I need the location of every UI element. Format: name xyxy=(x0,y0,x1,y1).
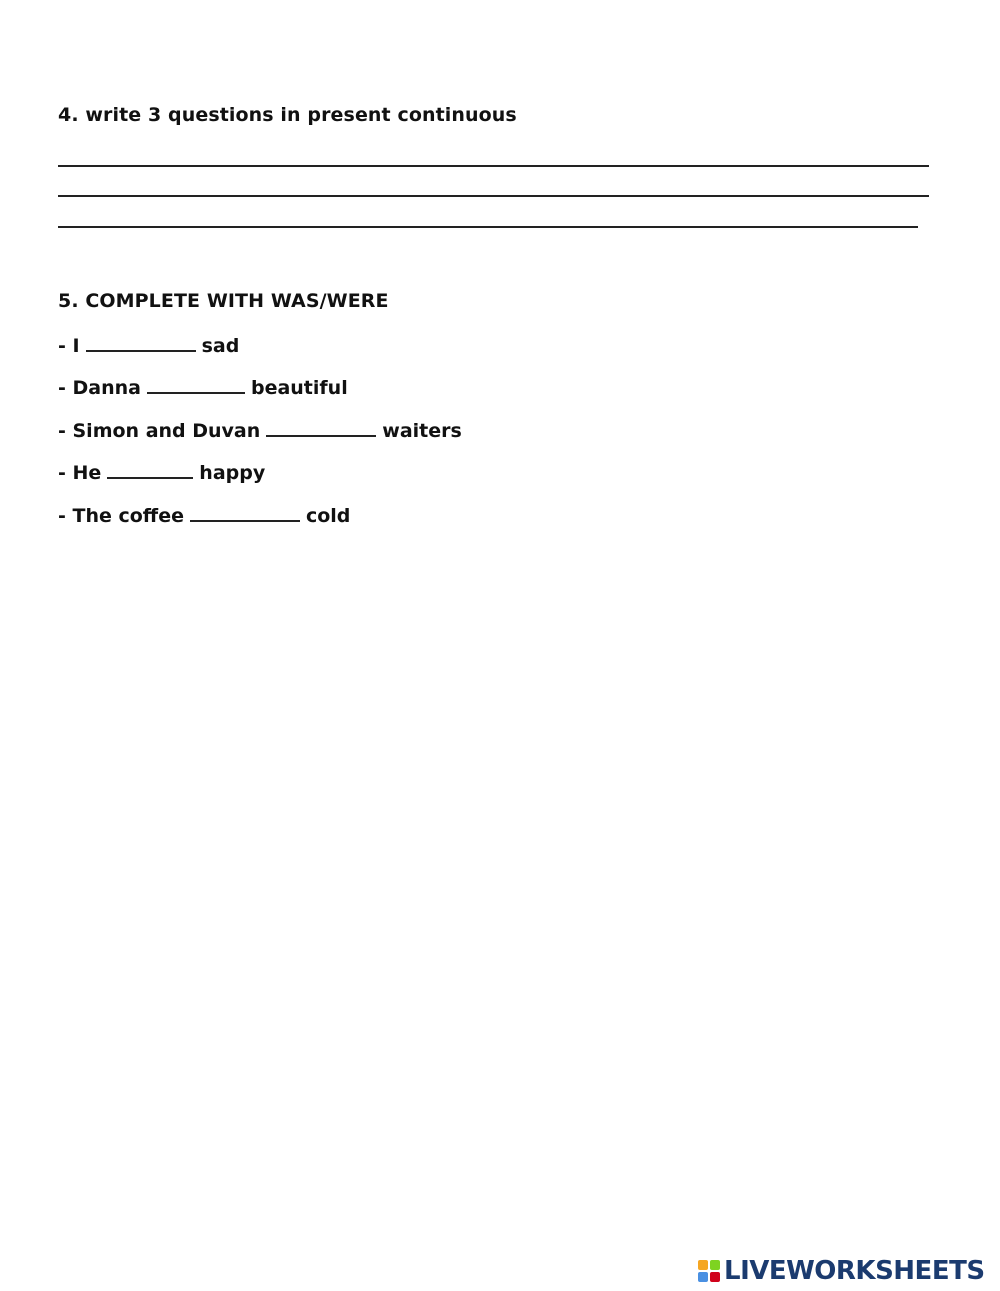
fill-in-item xyxy=(58,418,462,442)
answer-line-1[interactable] xyxy=(58,165,929,167)
fill-in-item xyxy=(58,460,265,484)
logo-square-icon xyxy=(710,1272,720,1282)
answer-blank[interactable] xyxy=(266,418,376,437)
item-prefix: - He xyxy=(58,462,102,484)
item-suffix: waiters xyxy=(382,420,462,442)
item-prefix: - I xyxy=(58,335,80,357)
liveworksheets-logo xyxy=(698,1255,985,1287)
item-prefix: - Danna xyxy=(58,377,141,399)
answer-blank[interactable] xyxy=(86,333,196,352)
logo-square-icon xyxy=(710,1260,720,1270)
answer-blank[interactable] xyxy=(107,460,193,479)
logo-square-icon xyxy=(698,1272,708,1282)
answer-blank[interactable] xyxy=(190,503,300,522)
item-prefix: - The coffee xyxy=(58,505,184,527)
answer-line-2[interactable] xyxy=(58,195,929,197)
item-suffix: sad xyxy=(201,335,240,357)
item-suffix: happy xyxy=(199,462,266,484)
item-suffix: beautiful xyxy=(250,377,348,399)
fill-in-item xyxy=(58,375,348,399)
item-prefix: - Simon and Duvan xyxy=(58,420,261,442)
item-suffix: cold xyxy=(305,505,351,527)
logo-mark-icon xyxy=(698,1260,720,1282)
fill-in-item xyxy=(58,333,239,357)
logo-square-icon xyxy=(698,1260,708,1270)
logo-text: LIVEWORKSHEETS xyxy=(724,1256,985,1286)
answer-line-3[interactable] xyxy=(58,226,918,228)
answer-blank[interactable] xyxy=(147,375,245,394)
question-5-title: 5. COMPLETE WITH WAS/WERE xyxy=(58,290,389,312)
question-4-title: 4. write 3 questions in present continuous xyxy=(58,104,517,126)
fill-in-item xyxy=(58,503,350,527)
